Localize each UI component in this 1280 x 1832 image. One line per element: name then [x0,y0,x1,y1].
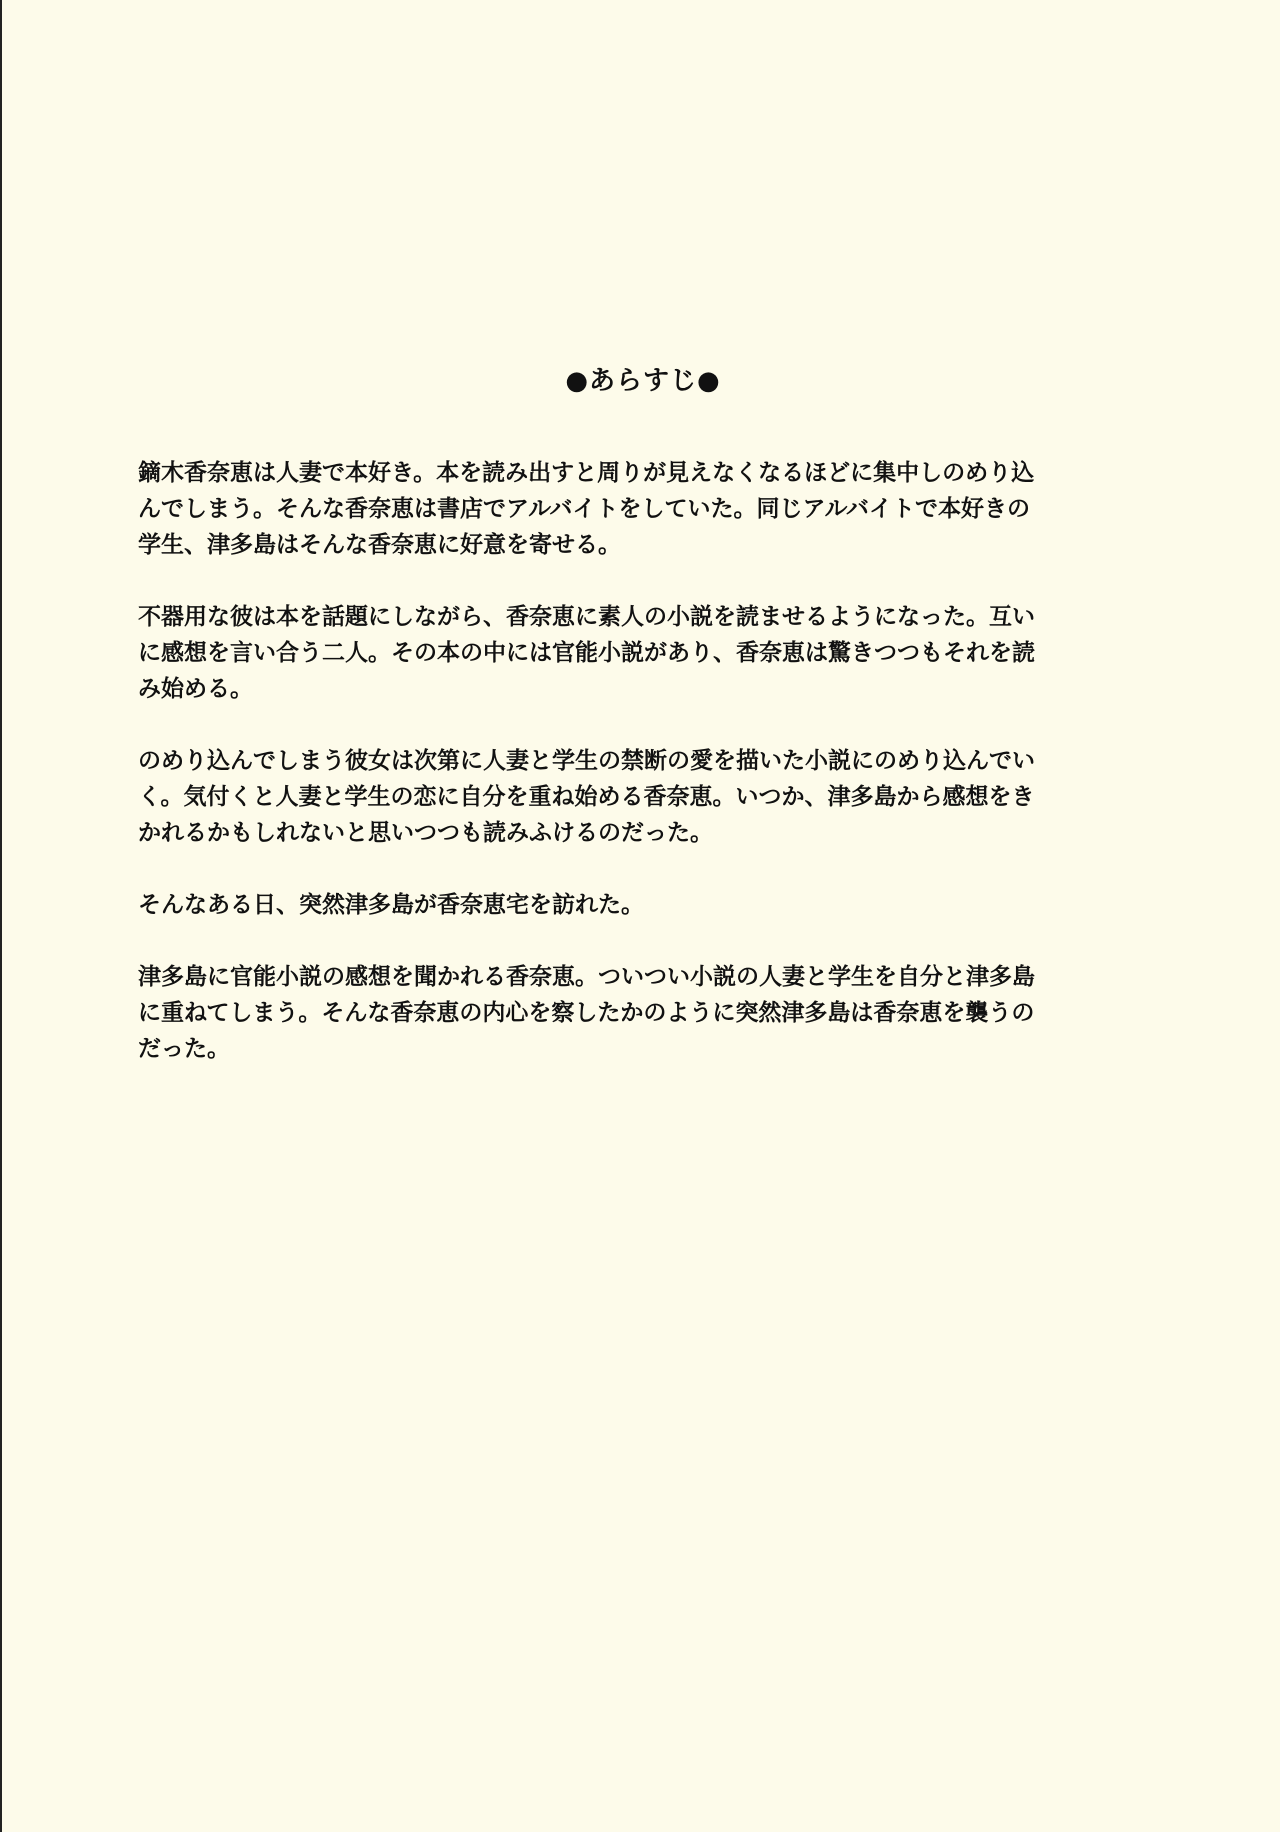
synopsis-paragraph-1: 鏑木香奈恵は人妻で本好き。本を読み出すと周りが見えなくなるほどに集中しのめり込 んでしまう。そんな香奈恵は書店でアルバイトをしていた。同じアルバイトで本好きの 学生、津多島はそんな香奈恵に好意を寄せる。 [138,460,1035,558]
synopsis-document [138,360,1148,1103]
synopsis-title: ●あらすじ● [565,366,721,396]
synopsis-paragraph-3: のめり込んでしまう彼女は次第に人妻と学生の禁断の愛を描いた小説にのめり込んでい く。気付くと人妻と学生の恋に自分を重ね始める香奈恵。いつか、津多島から感想をき かれるかもしれないと思いつつも読みふけるのだった。 [138,748,1035,846]
synopsis-paragraph-5: 津多島に官能小説の感想を聞かれる香奈恵。ついつい小説の人妻と学生を自分と津多島 に重ねてしまう。そんな香奈恵の内心を察したかのように突然津多島は香奈恵を襲うの だった。 [138,964,1035,1062]
synopsis-paragraph-4: そんなある日、突然津多島が香奈恵宅を訪れた。 [138,892,644,918]
page-edge-line [0,0,2,1832]
synopsis-paragraph-2: 不器用な彼は本を話題にしながら、香奈恵に素人の小説を読ませるようになった。互い に感想を言い合う二人。その本の中には官能小説があり、香奈恵は驚きつつもそれを読 み始める。 [138,604,1035,702]
